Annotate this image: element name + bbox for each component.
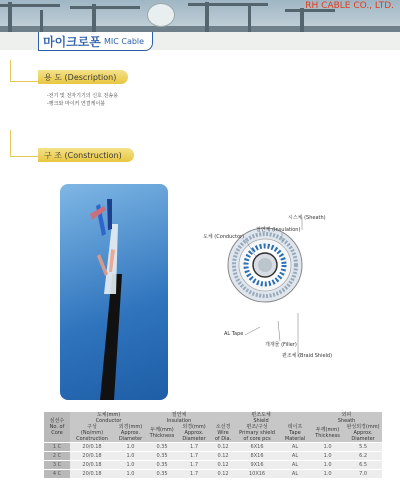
label-braid-shield: 편조체 (Braid Shield) [282, 353, 333, 359]
table-cell: 6.2 [344, 452, 382, 461]
header-text: 도체(mm) [96, 412, 121, 418]
table-cell: 1 C [44, 443, 70, 452]
header-text: 심선수 [49, 418, 65, 424]
brand-name: RH CABLE CO., LTD. [305, 1, 394, 11]
table-cell: 1.0 [114, 470, 147, 479]
label-filler: 개재물 (Filler) [265, 342, 297, 348]
table-cell: AL [279, 461, 311, 470]
header-text: 구성 [87, 424, 97, 430]
header-text: 외경(mm) [182, 424, 206, 430]
header-text: Construction [76, 436, 108, 442]
construction-guide-hline [10, 156, 38, 157]
header-text: Diameter [118, 436, 143, 442]
table-row [44, 470, 382, 479]
construction-heading-text: 구 조 (Construction) [44, 150, 122, 160]
header-text: Approx. [353, 430, 373, 436]
table-cell: AL [279, 452, 311, 461]
table-row [44, 452, 382, 461]
table-cell: 2 C [44, 452, 70, 461]
label-insulation: 절연체 (Insulation) [256, 227, 301, 233]
header-text: Core [51, 430, 63, 436]
header-text: 외피 [341, 412, 352, 418]
table-cell: 1.0 [311, 443, 344, 452]
table-cell: 1.0 [311, 461, 344, 470]
table-cell: 0.35 [147, 461, 177, 470]
subheader-sheath-thickness [311, 424, 344, 443]
table-cell: 6X16 [235, 443, 279, 452]
table-cell: 1.0 [114, 443, 147, 452]
table-cell: 0.35 [147, 443, 177, 452]
table-cell: 1.0 [114, 461, 147, 470]
construction-guide-line [10, 130, 11, 157]
header-text: Primary shield [239, 430, 275, 436]
header-text: 외경(mm) [118, 424, 143, 430]
description-item: -전기 및 전자기기의 신호 전송용 [47, 93, 118, 99]
header-text: 두께(mm) [150, 427, 174, 433]
header-shield [211, 412, 311, 424]
description-item: -행크와 마이커 연결케이블 [47, 101, 106, 107]
header-text: Diameter [182, 436, 206, 442]
header-text: Diameter [351, 436, 375, 442]
header-text: Tape [289, 430, 301, 436]
header-text: Insulation [166, 418, 192, 424]
header-text: of Dia. [214, 436, 232, 442]
table-cell: 20/0.18 [70, 470, 114, 479]
description-list [47, 92, 118, 108]
table-cell: 1.0 [311, 470, 344, 479]
header-text: 두께(mm) [315, 427, 340, 433]
header-text: 편조도체 [251, 412, 271, 418]
company-logo [147, 3, 175, 27]
header-text: Wire [217, 430, 229, 436]
table-cell: 5.5 [344, 443, 382, 452]
table-cell: AL [279, 443, 311, 452]
header-text: (No/mm) [80, 430, 104, 436]
subheader-primary-shield [235, 424, 279, 443]
header-text: 편조/구성 [246, 424, 268, 430]
header-text: of core pcs [243, 436, 271, 442]
page-title-ko: 마이크로폰 [43, 34, 101, 49]
table-cell: 1.7 [177, 443, 211, 452]
table-cell: 20/0.18 [70, 452, 114, 461]
description-heading-text: 용 도 (Description) [44, 72, 117, 82]
product-photo [60, 184, 168, 400]
header-text: Sheath [337, 418, 356, 424]
table-cell: 0.35 [147, 470, 177, 479]
table-cell: 0.35 [147, 452, 177, 461]
label-sheath: 시스체 (Sheath) [288, 215, 326, 221]
header-text: Thickness [315, 433, 340, 439]
table-cell: 1.0 [311, 452, 344, 461]
table-cell: 4 C [44, 470, 70, 479]
table-cell: 6.5 [344, 461, 382, 470]
subheader-construction [70, 424, 114, 443]
table-row [44, 461, 382, 470]
header-sheath [311, 412, 382, 424]
subheader-wire-diameter [211, 424, 235, 443]
header-cores [44, 412, 70, 443]
spec-table [44, 412, 382, 478]
subheader-tape-material [279, 424, 311, 443]
header-text: Approx. [120, 430, 141, 436]
table-cell: 20/0.18 [70, 461, 114, 470]
table-row [44, 443, 382, 452]
subheader-insulation-thickness [147, 424, 177, 443]
description-guide-line [10, 60, 11, 82]
table-cell: 0.12 [211, 461, 235, 470]
page-title-en: MIC Cable [103, 36, 145, 46]
header-text: Conductor [95, 418, 122, 424]
header-conductor [70, 412, 147, 424]
subheader-conductor-diameter [114, 424, 147, 443]
header-text: Material [284, 436, 306, 442]
construction-heading [38, 148, 134, 162]
table-cell: 9X16 [235, 461, 279, 470]
table-cell: 1.0 [114, 452, 147, 461]
header-text: 테이프 [287, 424, 303, 430]
header-text: Approx. [184, 430, 204, 436]
header-insulation [147, 412, 211, 424]
table-cell: 8X16 [235, 452, 279, 461]
table-cell: 20/0.18 [70, 443, 114, 452]
description-guide-hline [10, 81, 38, 82]
table-cell: 3 C [44, 461, 70, 470]
header-text: 절연체 [171, 412, 187, 418]
header-text: Shield [253, 418, 269, 424]
label-al-tape: AL Tape [224, 331, 244, 337]
table-cell: 1.7 [177, 461, 211, 470]
header-text: Thickness [149, 433, 175, 439]
header-text: 완성외경(mm) [346, 424, 380, 430]
table-cell: 1.7 [177, 470, 211, 479]
header-text: 소선경 [215, 424, 231, 430]
header-text: No. of [49, 424, 65, 430]
table-cell: 7.0 [344, 470, 382, 479]
table-cell: AL [279, 470, 311, 479]
table-cell: 1.7 [177, 452, 211, 461]
table-cell: 0.12 [211, 470, 235, 479]
description-heading [38, 70, 128, 84]
table-cell: 0.12 [211, 452, 235, 461]
page-title [38, 32, 153, 51]
table-cell: 0.12 [211, 443, 235, 452]
subheader-insulation-diameter [177, 424, 211, 443]
label-conductor: 도체 (Conductor) [203, 234, 245, 240]
subheader-sheath-diameter [344, 424, 382, 443]
table-cell: 10X16 [235, 470, 279, 479]
